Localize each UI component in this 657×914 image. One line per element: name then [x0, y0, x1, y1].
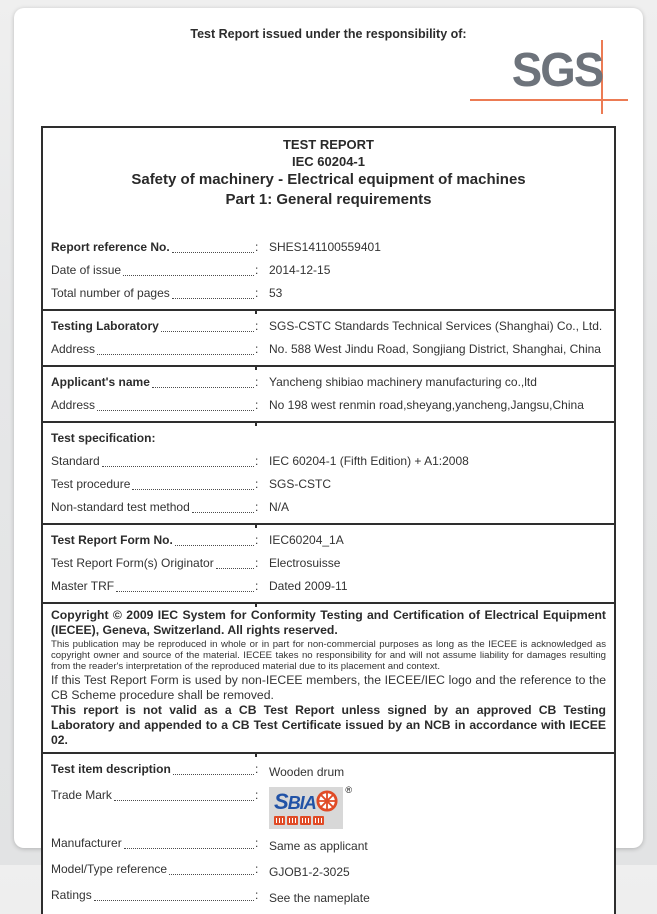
row-colon: : [255, 342, 259, 356]
report-table [41, 126, 616, 914]
row-value: 2014-12-15 [269, 263, 331, 277]
chinese-character-block [287, 816, 298, 825]
table-row [43, 236, 614, 259]
dotted-leader [172, 239, 254, 253]
chinese-character-block [274, 816, 285, 825]
table-row [43, 450, 614, 473]
row-label: Test procedure [51, 477, 131, 491]
row-value: 53 [269, 286, 283, 300]
row-label: Model/Type reference [51, 862, 168, 876]
dotted-leader [116, 578, 254, 592]
dotted-leader [102, 453, 254, 467]
table-row [43, 338, 614, 361]
row-colon: : [255, 454, 259, 468]
row-value: Same as applicant [269, 839, 368, 853]
sgs-horizontal-line-decoration [470, 99, 628, 101]
row-colon: : [255, 836, 259, 850]
row-value: SGS-CSTC Standards Technical Services (Shanghai) Co., Ltd. [269, 319, 603, 333]
row-value: N/A [269, 500, 290, 514]
row-left [51, 397, 255, 414]
table-row [43, 282, 614, 305]
row-left [51, 239, 255, 256]
row-label: Standard [51, 454, 100, 468]
row-value: IEC60204_1A [269, 533, 344, 547]
copyright-paragraph: Copyright © 2009 IEC System for Conformity Testing and Certification of Electrical Equipment (IECEE), Geneva, Switzerland. All rights reserved. [51, 608, 606, 637]
registered-trademark-symbol: ® [345, 785, 352, 795]
row-label: Manufacturer [51, 836, 122, 850]
row-label: Test Report Form No. [51, 533, 173, 547]
dotted-leader [94, 887, 254, 901]
row-value: Wooden drum [269, 765, 345, 779]
dotted-leader [172, 285, 254, 299]
row-colon: : [255, 240, 259, 254]
copyright-paragraph: If this Test Report Form is used by non-IECEE members, the IECEE/IEC logo and the reference to the CB Scheme procedure shall be removed. [51, 673, 606, 702]
table-row [43, 427, 614, 450]
row-label: Address [51, 398, 96, 412]
row-left [51, 578, 255, 595]
row-value: Electrosuisse [269, 556, 341, 570]
row-value: SHES141100559401 [269, 240, 381, 254]
title-test-report: TEST REPORT [282, 137, 374, 152]
row-left [51, 761, 255, 778]
trade-mark-logo [269, 785, 352, 829]
row-colon: : [255, 862, 259, 876]
title-standard-part: Part 1: General requirements [225, 191, 432, 208]
table-sections [43, 232, 614, 914]
row-left [51, 861, 255, 878]
row-colon: : [255, 286, 259, 300]
row-left [51, 499, 255, 516]
row-label: Applicant's name [51, 375, 150, 389]
row-label: Test Report Form(s) Originator [51, 556, 214, 570]
table-row [43, 315, 614, 338]
row-left [51, 787, 255, 804]
table-row [43, 529, 614, 552]
row-value: Dated 2009-11 [269, 579, 348, 593]
copyright-paragraph: This report is not valid as a CB Test Report unless signed by an approved CB Testing Laboratory and appended to a CB Test Certificate issued by an NCB in accordance with IECEE 02. [51, 703, 606, 747]
report-page [14, 8, 643, 905]
row-colon: : [255, 556, 259, 570]
table-row [43, 832, 614, 858]
row-value: See the nameplate [269, 891, 370, 905]
row-colon: : [255, 375, 259, 389]
title-standard-number: IEC 60204-1 [292, 154, 365, 169]
row-label: Master TRF [51, 579, 115, 593]
row-value: IEC 60204-1 (Fifth Edition) + A1:2008 [269, 454, 469, 468]
dotted-leader [97, 397, 254, 411]
table-row [43, 473, 614, 496]
row-colon: : [255, 500, 259, 514]
dotted-leader [192, 499, 254, 513]
table-section [43, 523, 614, 602]
header-note: Test Report issued under the responsibility of: [190, 27, 467, 41]
row-colon: : [255, 762, 259, 776]
copyright-paragraph: This publication may be reproduced in whole or in part for non-commercial purposes as long as the IECEE is acknowledged as copyright owner and source of the material. IECEE takes no responsibility for and will not assume liability for damages resulting from the reader's interpretation of the reproduced material due to its placement and context. [51, 639, 606, 672]
sgs-logo [41, 46, 616, 112]
row-colon: : [255, 888, 259, 902]
dotted-leader [132, 476, 254, 490]
row-value: No 198 west renmin road,sheyang,yancheng,Jangsu,China [269, 398, 584, 412]
row-colon: : [255, 533, 259, 547]
trade-mark-text: SBIA [274, 789, 316, 814]
row-label: Trade Mark [51, 788, 112, 802]
row-value: Yancheng shibiao machinery manufacturing co.,ltd [269, 375, 537, 389]
dotted-leader [161, 318, 254, 332]
row-left [51, 532, 255, 549]
dotted-leader [114, 787, 254, 801]
row-value: SGS-CSTC [269, 477, 332, 491]
table-section [43, 752, 614, 914]
row-value: GJOB1-2-3025 [269, 865, 350, 879]
dotted-leader [175, 532, 254, 546]
chinese-character-block [313, 816, 324, 825]
table-row [43, 884, 614, 910]
row-label: Non-standard test method [51, 500, 190, 514]
dotted-leader [169, 861, 254, 875]
row-colon: : [255, 263, 259, 277]
row-left [51, 318, 255, 335]
table-row [43, 259, 614, 282]
row-colon: : [255, 319, 259, 333]
row-label: Ratings [51, 888, 92, 902]
title-standard-name: Safety of machinery - Electrical equipment of machines [131, 171, 526, 188]
row-left [51, 285, 255, 302]
dotted-leader [173, 761, 254, 775]
sgs-logo-text: SGS [511, 44, 602, 97]
row-left [51, 374, 255, 391]
dotted-leader [152, 374, 254, 388]
wheel-icon [316, 790, 338, 812]
row-value: No. 588 West Jindu Road, Songjiang District, Shanghai, China [269, 342, 601, 356]
row-left [51, 887, 255, 904]
row-label: Address [51, 342, 96, 356]
row-label: Test item description [51, 762, 171, 776]
table-row [43, 496, 614, 519]
trade-mark-chinese-character-strip [274, 816, 324, 825]
table-row [43, 552, 614, 575]
dotted-leader [124, 835, 254, 849]
table-row [43, 371, 614, 394]
row-left [51, 555, 255, 572]
row-colon: : [255, 579, 259, 593]
row-left [51, 262, 255, 279]
row-colon: : [255, 398, 259, 412]
table-section [43, 309, 614, 365]
table-section [43, 602, 614, 752]
table-row [43, 784, 614, 832]
table-row [43, 758, 614, 784]
row-label: Report reference No. [51, 240, 170, 254]
dotted-leader [216, 555, 254, 569]
row-label: Date of issue [51, 263, 122, 277]
row-label: Testing Laboratory [51, 319, 159, 333]
title-block [43, 128, 614, 232]
dotted-leader [97, 341, 254, 355]
row-left [51, 453, 255, 470]
table-section [43, 232, 614, 309]
table-section [43, 421, 614, 523]
row-label: Total number of pages [51, 286, 170, 300]
row-label: Test specification: [51, 431, 156, 445]
row-left [51, 835, 255, 852]
table-row [43, 394, 614, 417]
table-row [43, 858, 614, 884]
row-left [51, 341, 255, 358]
row-left [51, 476, 255, 493]
dotted-leader [123, 262, 254, 276]
chinese-character-block [300, 816, 311, 825]
row-colon: : [255, 788, 259, 802]
table-section [43, 365, 614, 421]
table-row [43, 575, 614, 598]
row-colon: : [255, 477, 259, 491]
